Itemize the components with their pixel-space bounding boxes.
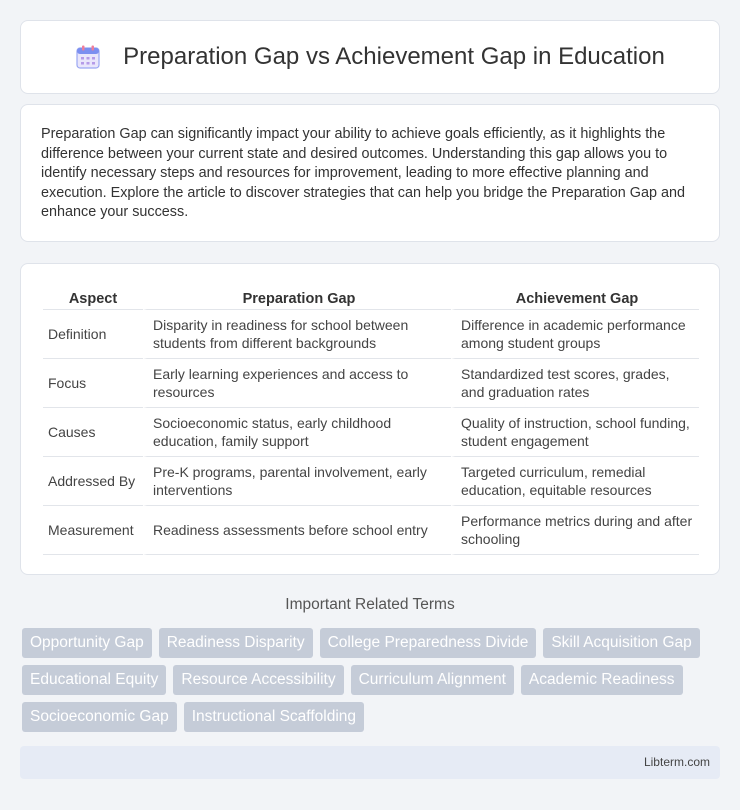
header-aspect: Aspect — [43, 284, 143, 310]
related-term-tag[interactable]: Skill Acquisition Gap — [543, 628, 699, 658]
row-achievement: Performance metrics during and after schooling — [451, 506, 699, 555]
related-term-tag[interactable]: Socioeconomic Gap — [22, 702, 177, 732]
footer — [20, 746, 720, 779]
header-preparation-gap: Preparation Gap — [143, 284, 451, 310]
comparison-table — [43, 284, 699, 555]
related-term-tag[interactable]: Instructional Scaffolding — [184, 702, 364, 732]
table-header-row — [43, 284, 699, 310]
row-aspect: Focus — [43, 359, 143, 408]
row-achievement: Standardized test scores, grades, and graduation rates — [451, 359, 699, 408]
title-card — [20, 20, 720, 94]
row-preparation: Socioeconomic status, early childhood education, family support — [143, 408, 451, 457]
intro-card — [20, 104, 720, 242]
row-aspect: Definition — [43, 310, 143, 359]
row-preparation: Pre-K programs, parental involvement, early interventions — [143, 457, 451, 506]
row-aspect: Addressed By — [43, 457, 143, 506]
related-term-tag[interactable]: Curriculum Alignment — [351, 665, 514, 695]
related-term-tag[interactable]: Resource Accessibility — [173, 665, 343, 695]
related-terms-list — [22, 628, 722, 732]
calendar-icon — [75, 44, 101, 70]
row-preparation: Readiness assessments before school entry — [143, 506, 451, 555]
related-term-tag[interactable]: Opportunity Gap — [22, 628, 152, 658]
header-achievement-gap: Achievement Gap — [451, 284, 699, 310]
row-aspect: Causes — [43, 408, 143, 457]
page-title: Preparation Gap vs Achievement Gap in Education — [123, 43, 665, 70]
row-preparation: Early learning experiences and access to resources — [143, 359, 451, 408]
related-terms-title: Important Related Terms — [285, 596, 455, 613]
row-aspect: Measurement — [43, 506, 143, 555]
intro-paragraph: Preparation Gap can significantly impact your ability to achieve goals efficiently, as it highlights the difference between your current state and desired outcomes. Understanding this gap allows you to identify necessary steps and resources for improvement, leading to more effective planning and execution. Explore the article to discover strategies that can help you bridge the Preparation Gap and enhance your success. — [41, 126, 685, 221]
table-row — [43, 310, 699, 359]
table-row — [43, 506, 699, 555]
related-term-tag[interactable]: College Preparedness Divide — [320, 628, 537, 658]
related-term-tag[interactable]: Readiness Disparity — [159, 628, 313, 658]
footer-site-link[interactable]: Libterm.com — [643, 755, 710, 769]
row-achievement: Quality of instruction, school funding, student engagement — [451, 408, 699, 457]
comparison-card — [20, 263, 720, 575]
table-row — [43, 457, 699, 506]
row-achievement: Difference in academic performance among student groups — [451, 310, 699, 359]
row-preparation: Disparity in readiness for school between students from different backgrounds — [143, 310, 451, 359]
table-row — [43, 359, 699, 408]
related-term-tag[interactable]: Educational Equity — [22, 665, 166, 695]
row-achievement: Targeted curriculum, remedial education, equitable resources — [451, 457, 699, 506]
related-term-tag[interactable]: Academic Readiness — [521, 665, 683, 695]
table-row — [43, 408, 699, 457]
